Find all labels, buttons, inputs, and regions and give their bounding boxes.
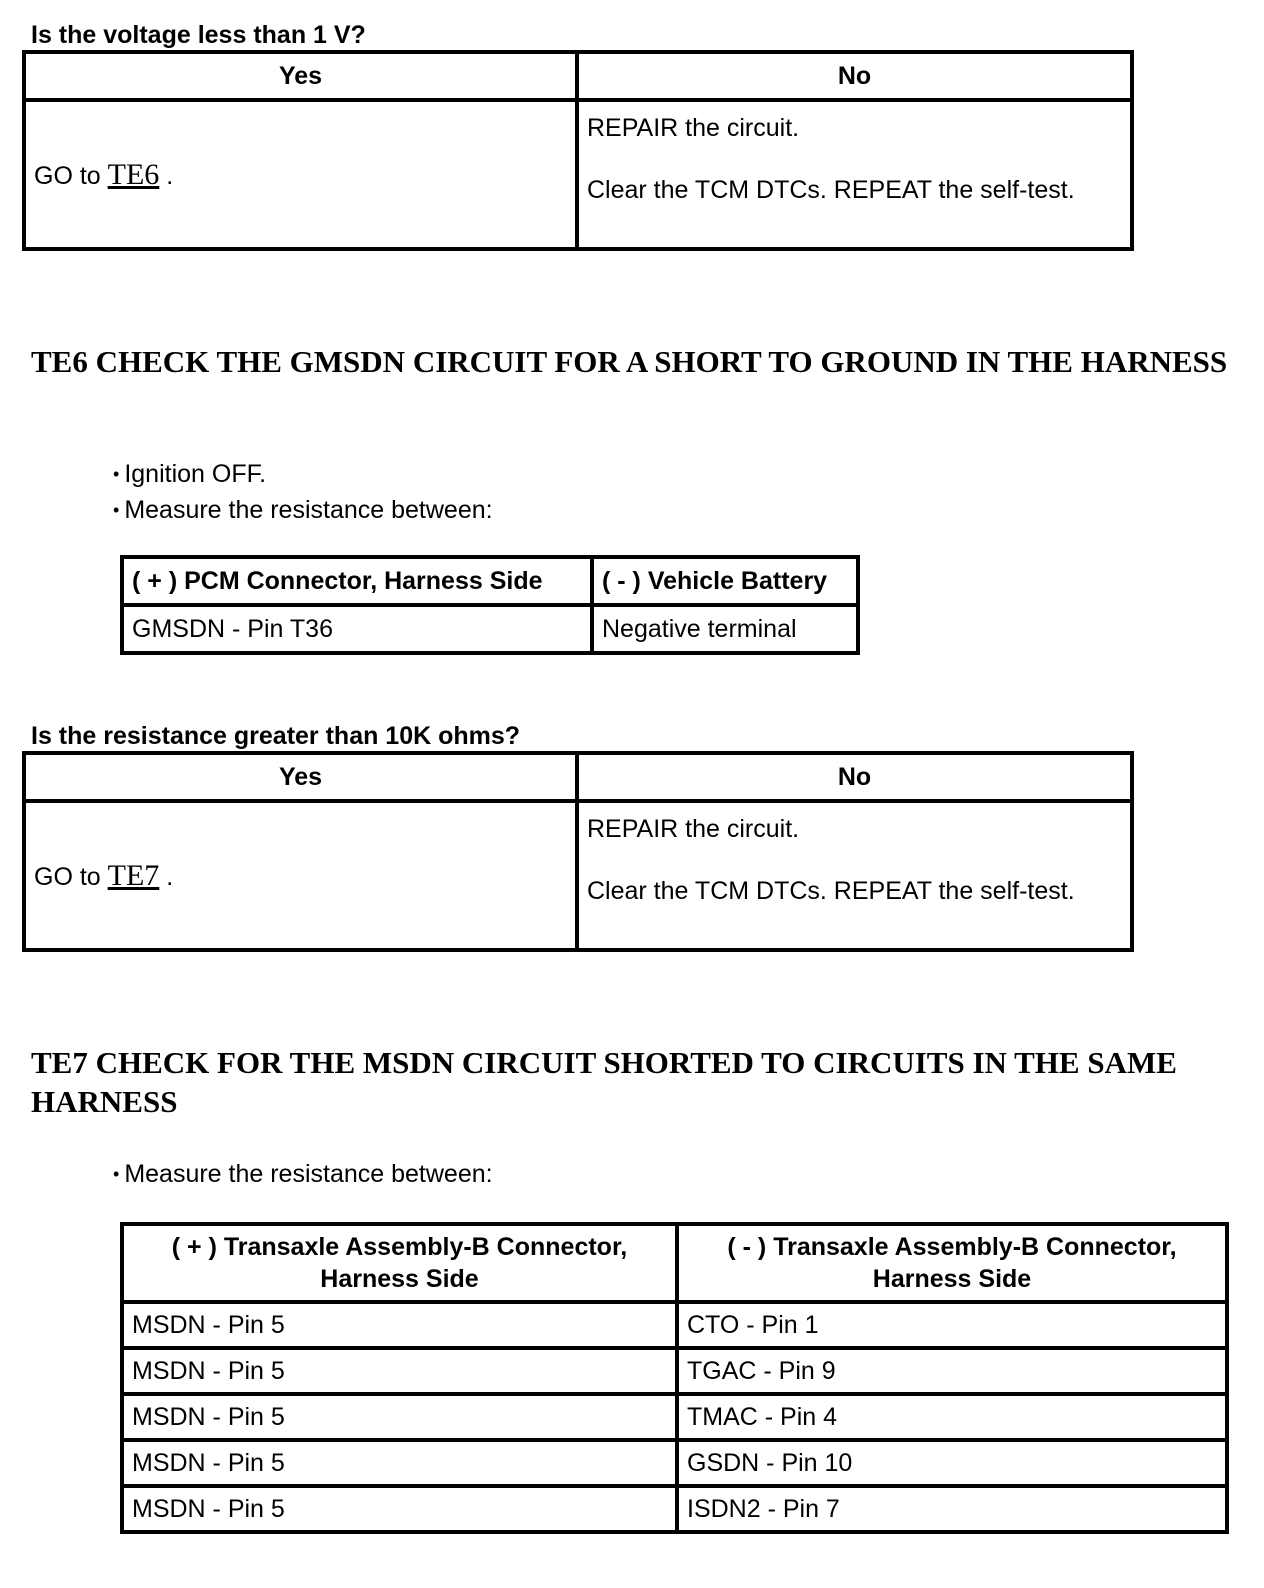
table-row [122,1440,1227,1486]
table-cell: Negative terminal [592,605,858,653]
te7-heading: TE7 CHECK FOR THE MSDN CIRCUIT SHORTED TO CIRCUITS IN THE SAME HARNESS [31,1045,1177,1119]
table-cell: CTO - Pin 1 [677,1302,1227,1348]
te7-measure-table [120,1222,1229,1534]
table-cell: GSDN - Pin 10 [677,1440,1227,1486]
no-line-clear: Clear the TCM DTCs. REPEAT the self-test. [587,877,1075,905]
te7-bullet-list [113,1157,493,1193]
table-cell: TMAC - Pin 4 [677,1394,1227,1440]
yes-header: Yes [24,753,577,801]
te6-heading: TE6 CHECK THE GMSDN CIRCUIT FOR A SHORT TO GROUND IN THE HARNESS [31,344,1228,379]
no-header: No [577,52,1132,100]
yes-prefix: GO to [34,161,101,190]
table-row [122,605,858,653]
resistance-result-table [22,751,1134,952]
table-row [122,1348,1227,1394]
no-line-repair: REPAIR the circuit. [587,815,800,843]
no-cell [577,100,1132,249]
te6-measure-table [120,555,860,655]
yes-suffix: . [166,161,174,190]
no-cell [577,801,1132,950]
table-cell: MSDN - Pin 5 [122,1302,677,1348]
table-cell: ISDN2 - Pin 7 [677,1486,1227,1532]
no-header: No [577,753,1132,801]
list-item: • Measure the resistance between: [113,493,493,529]
table-cell: MSDN - Pin 5 [122,1394,677,1440]
yes-header: Yes [24,52,577,100]
te7-link[interactable]: TE7 [107,858,160,892]
column-header: ( + ) Transaxle Assembly-B Connector, Harness Side [122,1224,677,1302]
yes-suffix: . [166,862,174,891]
no-line-clear: Clear the TCM DTCs. REPEAT the self-test. [587,176,1075,204]
table-cell: GMSDN - Pin T36 [122,605,592,653]
table-cell: MSDN - Pin 5 [122,1348,677,1394]
table-cell: TGAC - Pin 9 [677,1348,1227,1394]
te6-link[interactable]: TE6 [107,157,160,191]
table-cell: MSDN - Pin 5 [122,1486,677,1532]
te6-bullet-list [113,457,493,529]
yes-cell [24,100,577,249]
table-row [122,1394,1227,1440]
resistance-question: Is the resistance greater than 10K ohms? [31,722,521,750]
column-header: ( - ) Transaxle Assembly-B Connector, Harness Side [677,1224,1227,1302]
list-item: • Ignition OFF. [113,457,493,493]
yes-prefix: GO to [34,862,101,891]
voltage-result-table [22,50,1134,251]
column-header: ( - ) Vehicle Battery [592,557,858,605]
table-row [122,1486,1227,1532]
column-header: ( + ) PCM Connector, Harness Side [122,557,592,605]
yes-cell [24,801,577,950]
no-line-repair: REPAIR the circuit. [587,114,800,142]
list-item: • Measure the resistance between: [113,1157,493,1193]
table-cell: MSDN - Pin 5 [122,1440,677,1486]
voltage-question: Is the voltage less than 1 V? [31,21,366,49]
table-row [122,1302,1227,1348]
